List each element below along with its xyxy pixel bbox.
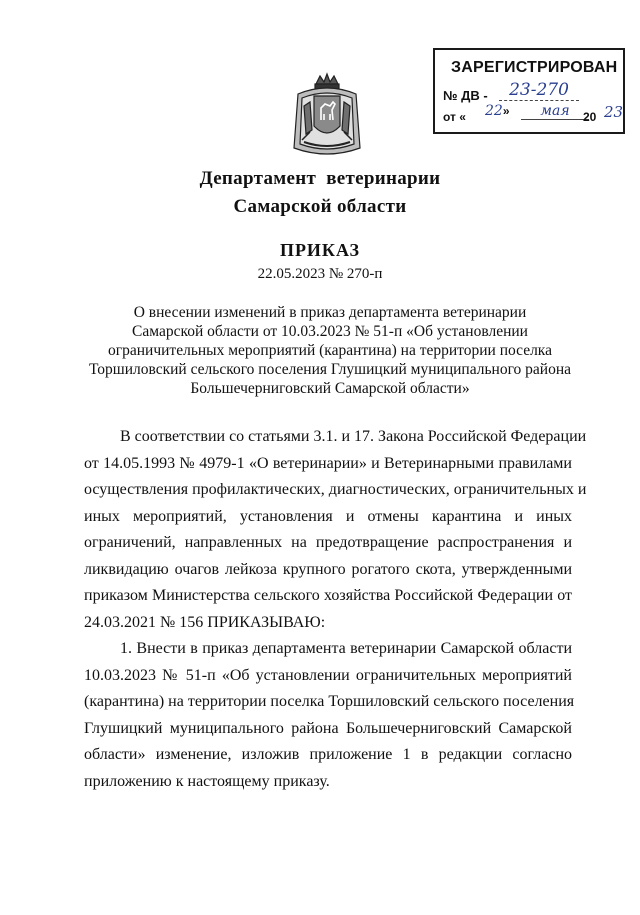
subject-line: О внесении изменений в приказ департамента ветеринарии bbox=[133, 304, 527, 321]
body-line: приказом Министерства сельского хозяйства Российской Федерации от bbox=[84, 587, 572, 604]
body-line: приложению к настоящему приказу. bbox=[84, 772, 330, 790]
order-date-number: 22.05.2023 № 270-п bbox=[257, 266, 383, 282]
stamp-year-handwritten: 23 bbox=[604, 103, 624, 121]
stamp-number-handwritten: 23-270 bbox=[499, 80, 579, 101]
subject-line: Большечерниговский Самарской области» bbox=[190, 380, 470, 397]
stamp-year-prefix: 20 bbox=[583, 110, 597, 124]
stamp-from-label: от « bbox=[443, 110, 466, 124]
body-line: 10.03.2023 № 51-п «Об установлении ограничительных мероприятий bbox=[84, 666, 572, 684]
order-subject bbox=[60, 303, 600, 398]
body-line: ликвидацию очагов лейкоза крупного рогатого скота, утвержденными bbox=[84, 560, 572, 578]
body-line: иных мероприятий, установления и отмены карантина и иных bbox=[84, 507, 572, 525]
body-line: области» изменение, изложив приложение 1 в редакции согласно bbox=[84, 746, 572, 763]
stamp-title: ЗАРЕГИСТРИРОВАН bbox=[451, 59, 618, 76]
body-line: осуществления профилактических, диагностических, ограничительных и bbox=[84, 481, 587, 498]
department-name-line2: Самарской области bbox=[233, 196, 407, 217]
subject-line: Самарской области от 10.03.2023 № 51-п «Об установлении bbox=[132, 323, 528, 340]
body-line: от 14.05.1993 № 4979-1 «О ветеринарии» и Ветеринарными правилами bbox=[84, 454, 572, 472]
stamp-day-handwritten: 22» bbox=[485, 103, 510, 119]
subject-line: ограничительных мероприятий (карантина) на территории поселка bbox=[108, 342, 552, 359]
body-line: ограничений, направленных на предотвращение распространения и bbox=[84, 534, 572, 551]
coat-of-arms-emblem bbox=[290, 70, 364, 160]
body-line: В соответствии со статьями 3.1. и 17. Закона Российской Федерации bbox=[120, 428, 587, 445]
order-body bbox=[84, 424, 587, 795]
department-name-line1: Департамент ветеринарии bbox=[199, 168, 441, 189]
body-line: (карантина) на территории поселка Торшиловский сельского поселения bbox=[84, 693, 575, 710]
subject-line: Торшиловский сельского поселения Глушицкий муниципального района bbox=[88, 361, 572, 378]
body-line: Глушицкий муниципального района Большечерниговский Самарской bbox=[84, 719, 572, 737]
body-line: 24.03.2021 № 156 ПРИКАЗЫВАЮ: bbox=[84, 613, 326, 631]
stamp-number-label: № ДВ - bbox=[443, 88, 488, 103]
registration-stamp bbox=[433, 48, 625, 134]
body-line: 1. Внести в приказ департамента ветеринарии Самарской области bbox=[120, 640, 572, 657]
order-title: ПРИКАЗ bbox=[279, 240, 361, 260]
stamp-month-handwritten: мая bbox=[521, 103, 589, 120]
